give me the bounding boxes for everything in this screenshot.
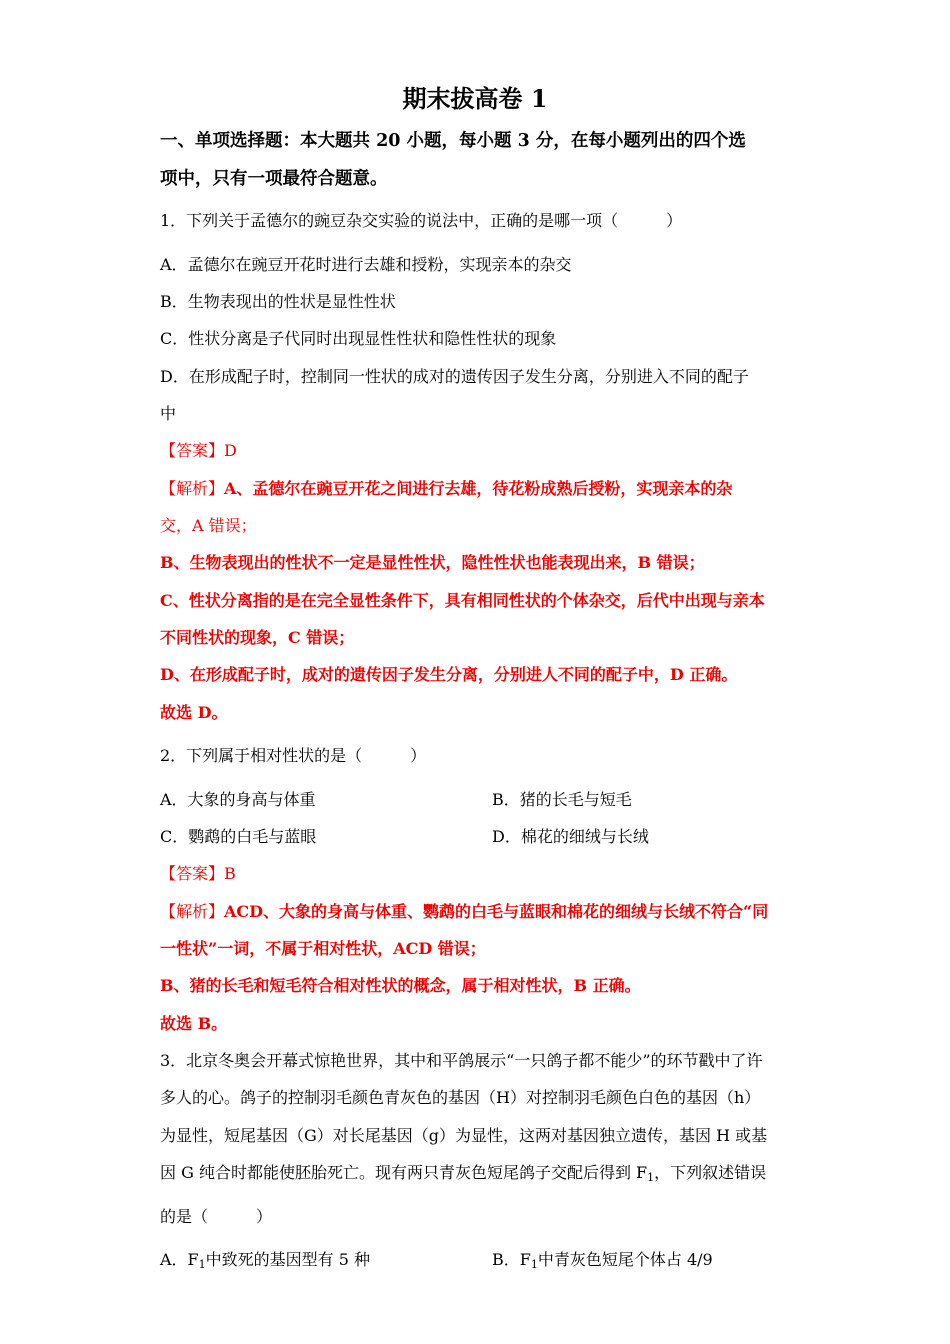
q3-option-a-text: 中致死的基因型有 5 种: [205, 1250, 371, 1269]
q1-analysis-line-6: D、在形成配子时，成对的遗传因子发生分离，分别进人不同的配子中，D 正确。: [160, 665, 738, 684]
q2-option-a: A．大象的身高与体重: [160, 790, 316, 809]
q3-stem-line-4: [160, 1163, 766, 1183]
q3-option-a-subscript: 1: [198, 1258, 206, 1271]
q2-stem: 2．下列属于相对性状的是（ ）: [160, 746, 427, 765]
q2-analysis-line-2: 一性状”一词，不属于相对性状，ACD 错误；: [160, 939, 486, 958]
q2-option-b: B．猪的长毛与短毛: [492, 790, 632, 809]
page-title: 期末拔高卷 1: [402, 84, 548, 113]
q1-analysis-tag: 【解析】: [160, 479, 225, 498]
q2-analysis-line-1: [160, 902, 768, 922]
q1-stem: 1．下列关于孟德尔的豌豆杂交实验的说法中，正确的是哪一项（ ）: [160, 211, 683, 230]
q3-stem-line-4-end: ，下列叙述错误: [654, 1163, 767, 1182]
q3-stem-line-5: 的是（ ）: [160, 1207, 273, 1226]
q3-stem-line-4-text: 因 G 纯合时都能使胚胎死亡。现有两只青灰色短尾鸽子交配后得到 F: [160, 1163, 648, 1182]
q2-analysis-tag: 【解析】: [160, 902, 225, 921]
q1-analysis-line-1: [160, 479, 732, 499]
q2-answer: 【答案】B: [160, 864, 236, 883]
q3-option-a-prefix: A．F: [160, 1250, 199, 1269]
q3-stem-line-2: 多人的心。鸽子的控制羽毛颜色青灰色的基因（H）对控制羽毛颜色白色的基因（h）: [160, 1088, 761, 1107]
q1-analysis-line-4: C、性状分离指的是在完全显性条件下，具有相同性状的个体杂交，后代中出现与亲本: [160, 591, 765, 610]
q3-option-b-subscript: 1: [530, 1258, 538, 1271]
q2-analysis-line-3: B、猪的长毛和短毛符合相对性状的概念，属于相对性状，B 正确。: [160, 976, 641, 995]
q1-option-d-wrap: 中: [160, 404, 177, 423]
q2-analysis-line-4: 故选 B。: [160, 1014, 228, 1033]
q1-option-b: B．生物表现出的性状是显性性状: [160, 292, 396, 311]
q2-option-c: C．鹦鹉的白毛与蓝眼: [160, 827, 317, 846]
q3-option-b-prefix: B．F: [492, 1250, 531, 1269]
q1-analysis-line-3: B、生物表现出的性状不一定是显性性状，隐性性状也能表现出来，B 错误；: [160, 553, 705, 572]
q1-analysis-text: A、孟德尔在豌豆开花之间进行去雄，待花粉成熟后授粉，实现亲本的杂: [224, 479, 733, 498]
section-heading-line-2: 项中，只有一项最符合题意。: [160, 169, 388, 189]
q1-answer: 【答案】D: [160, 441, 237, 460]
q1-analysis-line-2: 交，A 错误；: [160, 516, 257, 535]
q3-f1-subscript: 1: [647, 1171, 655, 1184]
q3-option-a: [160, 1250, 370, 1270]
q3-option-b-text: 中青灰色短尾个体占 4/9: [537, 1250, 713, 1269]
q2-analysis-text: ACD、大象的身高与体重、鹦鹉的白毛与蓝眼和棉花的细绒与长绒不符合“同: [224, 902, 769, 921]
q3-option-b: [492, 1250, 713, 1270]
q1-option-a: A．孟德尔在豌豆开花时进行去雄和授粉，实现亲本的杂交: [160, 255, 572, 274]
q1-option-d: D．在形成配子时，控制同一性状的成对的遗传因子发生分离，分别进入不同的配子: [160, 367, 749, 386]
q1-analysis-line-5: 不同性状的现象，C 错误；: [160, 628, 355, 647]
section-heading-line-1: 一、单项选择题：本大题共 20 小题，每小题 3 分，在每小题列出的四个选: [160, 131, 746, 151]
q1-option-c: C．性状分离是子代同时出现显性性状和隐性性状的现象: [160, 329, 557, 348]
q3-stem-line-1: 3．北京冬奥会开幕式惊艳世界，其中和平鸽展示“一只鸽子都不能少”的环节戳中了许: [160, 1051, 763, 1070]
q2-option-d: D．棉花的细绒与长绒: [492, 827, 649, 846]
q1-analysis-line-7: 故选 D。: [160, 703, 228, 722]
q3-stem-line-3: 为显性，短尾基因（G）对长尾基因（g）为显性，这两对基因独立遗传，基因 H 或基: [160, 1126, 768, 1145]
